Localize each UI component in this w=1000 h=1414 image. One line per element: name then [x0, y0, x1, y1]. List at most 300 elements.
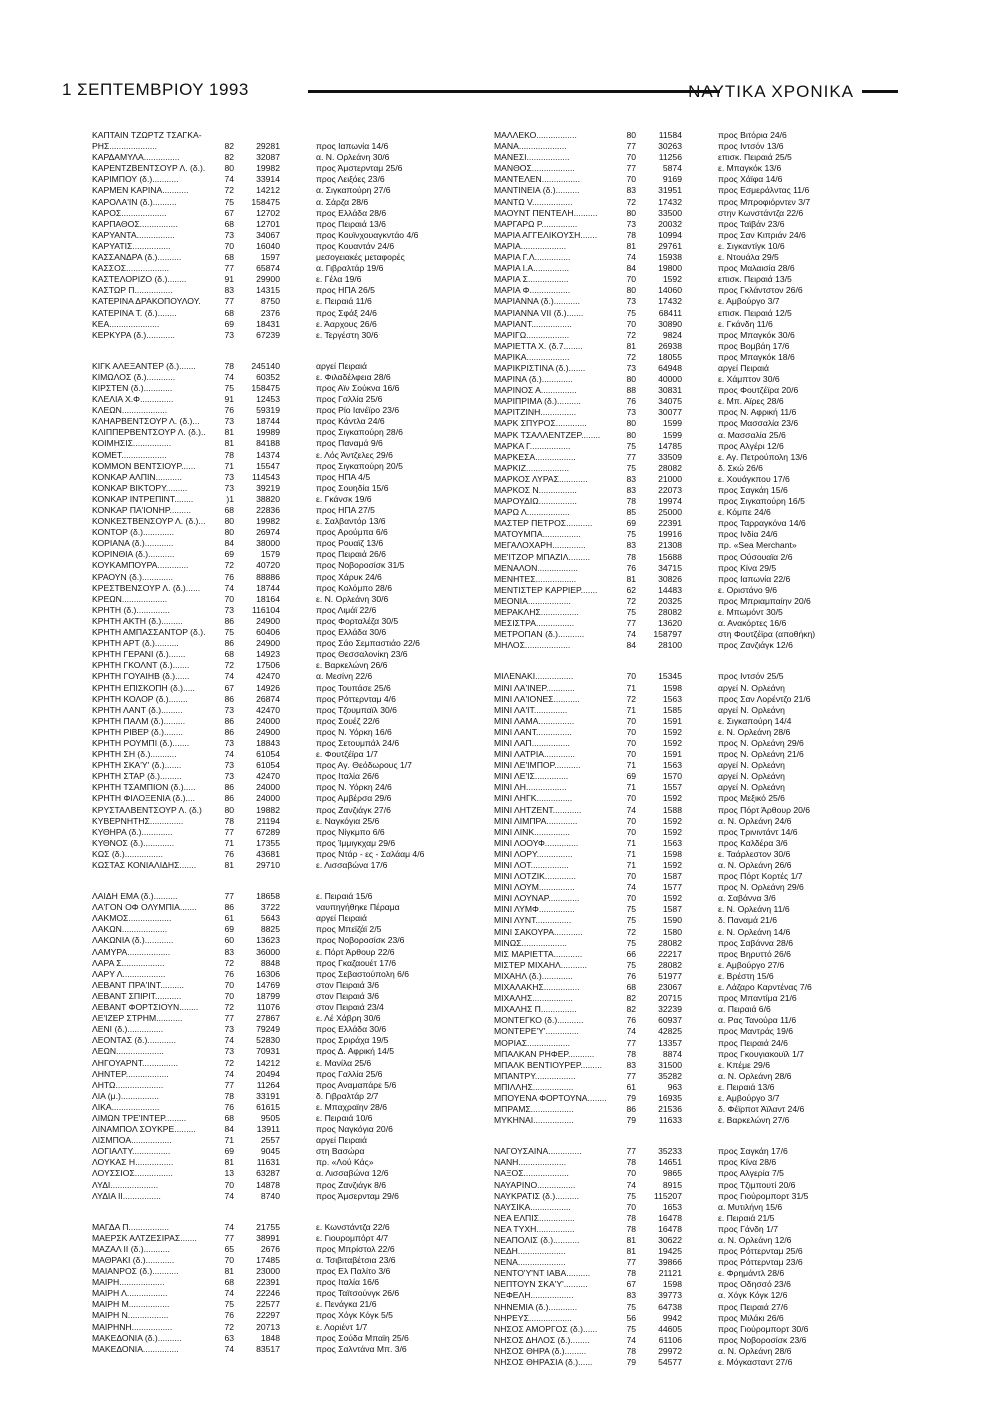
- build-year: 79: [626, 1092, 636, 1103]
- build-year: 70: [626, 152, 636, 163]
- build-year: 75: [626, 462, 636, 473]
- ship-name: ΛΙΚΑ....................: [92, 1101, 160, 1112]
- ship-row: [92, 450, 487, 461]
- build-year: 86: [224, 693, 234, 704]
- ship-row: [92, 1069, 487, 1080]
- status: α. Μυτιλήνη 15/6: [718, 1201, 783, 1212]
- ship-row: [494, 607, 889, 618]
- ship-name: ΝΕΝΤΟ'Υ'ΝΤ ΙΑΒΑ..........: [494, 1268, 591, 1279]
- ship-name: ΝΕΝΑ....................: [494, 1257, 566, 1268]
- build-year: 81: [626, 573, 636, 584]
- ship-name: ΜΑΡΙΑ...................: [494, 240, 567, 251]
- ship-row: [92, 263, 487, 274]
- build-year: 72: [626, 693, 636, 704]
- tonnage: 30831: [658, 385, 682, 396]
- ship-name: ΜΑΙΡΗΝΗ.................: [92, 1321, 173, 1332]
- status: προς Ταϊβάν 23/6: [718, 218, 785, 229]
- tonnage: 11584: [658, 130, 682, 140]
- status: προς Νοβοροσίσκ 23/6: [718, 1334, 807, 1345]
- tonnage: 13623: [256, 935, 280, 946]
- ship-row: [494, 882, 889, 893]
- ship-row: [92, 849, 487, 860]
- tonnage: 17485: [256, 1255, 280, 1265]
- tonnage: 16935: [658, 1092, 682, 1103]
- status: ε. Λάζαρο Καρντένας 7/6: [718, 982, 812, 993]
- status: προς Αρούμπα 6/6: [316, 527, 388, 538]
- ship-name: ΜΑΤΟΥΜΠΑ................: [494, 529, 581, 540]
- ship-row: [92, 505, 487, 516]
- build-year: 76: [224, 405, 234, 416]
- ship-name: ΜΑΡΙΤΖΙΝΗ...............: [494, 407, 577, 418]
- tonnage: 84188: [256, 438, 280, 449]
- build-year: 73: [224, 1024, 234, 1035]
- ship-name: ΚΡΗΤΗ ΠΑΛΜ (δ.).........: [92, 715, 186, 726]
- tonnage: 22073: [658, 485, 682, 495]
- tonnage: 22391: [658, 518, 682, 529]
- tonnage: 1579: [260, 549, 280, 560]
- build-year: 77: [626, 1070, 636, 1081]
- tonnage: 1592: [662, 815, 682, 826]
- build-year: 80: [224, 163, 234, 174]
- ship-name: ΜΑΙΡΗ Λ.................: [92, 1288, 168, 1299]
- ship-name: ΚΛΕΩΝ...................: [92, 405, 168, 416]
- status: ε. Πειραιά 13/6: [718, 1081, 775, 1092]
- ship-name: ΛΗΝΤΕΡ..................: [92, 1068, 169, 1079]
- ship-name: ΜΟΝΤΕΡΕ'Υ'..............: [494, 1026, 579, 1037]
- status: αργεί Πειραιά: [718, 362, 769, 373]
- tonnage: 17432: [658, 296, 682, 307]
- build-year: 73: [626, 218, 636, 229]
- ship-group: [494, 1146, 889, 1368]
- ship-name: ΜΙΝΙ ΛΑΠ................: [494, 737, 570, 748]
- status: ε. Άαρχους 26/6: [316, 318, 377, 329]
- ship-name: ΚΩΣΤΑΣ ΚΟΝΙΑΛΙΔΗΣ.......: [92, 860, 197, 870]
- build-year: 70: [626, 274, 636, 285]
- status: προς Σφάξ 24/6: [316, 307, 377, 318]
- tonnage: 9865: [662, 1168, 682, 1179]
- ship-row: [92, 152, 487, 163]
- build-year: 81: [626, 1235, 636, 1245]
- ship-row: [494, 838, 889, 849]
- tonnage: 36000: [256, 946, 280, 957]
- status: προς Οδησσό 23/6: [718, 1279, 791, 1290]
- status: προς Σουέζ 22/6: [316, 715, 380, 726]
- ship-name: ΜΑΡΙΠΡΙΜΑ (δ.)..........: [494, 396, 581, 407]
- status: α. Σάρζα 28/6: [316, 196, 369, 207]
- tonnage: 14769: [256, 979, 280, 990]
- tonnage: 1590: [662, 915, 682, 926]
- ship-row: [494, 263, 889, 274]
- ship-row: [92, 1046, 487, 1057]
- build-year: 76: [626, 396, 636, 407]
- ship-name: ΜΕΓΑΛΟΧΑΡΗ..............: [494, 540, 586, 551]
- status: προς Μπριαμπαίην 20/6: [718, 595, 811, 606]
- ship-name: ΜΥΚΗΝΑΙ.................: [494, 1115, 574, 1126]
- ship-name: ΝΗΝΕΜΙΑ (δ.)............: [494, 1301, 578, 1312]
- status: ε. Πειραιά 15/6: [316, 891, 373, 902]
- tonnage: 21755: [256, 1221, 280, 1232]
- ship-name: ΜΑΚΕΔΟΝΙΑ...............: [92, 1343, 179, 1354]
- tonnage: 17355: [256, 837, 280, 848]
- tonnage: 18799: [256, 990, 280, 1001]
- ship-name: ΜΑΡΙΓΩ..................: [494, 329, 570, 340]
- tonnage: 18744: [256, 582, 280, 593]
- ship-name: ΛΕΩΝ....................: [92, 1046, 164, 1057]
- ship-name: ΜΙΝΙ ΛΑΝΤ...............: [494, 726, 572, 737]
- ship-row: [92, 285, 487, 296]
- build-year: 83: [224, 946, 234, 957]
- status: αργεί Ν. Ορλεάνη: [718, 704, 785, 715]
- ship-name: ΜΙΧΑΗΛ (δ.).............: [494, 970, 573, 981]
- tonnage: 158475: [251, 196, 280, 207]
- build-year: 83: [626, 485, 636, 495]
- ship-name: ΚΕΑ.....................: [92, 318, 160, 329]
- status: προς Σαγκάη 17/6: [718, 1146, 788, 1157]
- ship-row: [494, 683, 889, 694]
- ship-row: [92, 991, 487, 1002]
- ship-name: ΝΕΔΗ....................: [494, 1246, 566, 1257]
- ship-name: ΜΙΝΙ ΛΗΤΖΕΝΤ............: [494, 804, 582, 815]
- ship-name: ΚΡΗΤΗ (δ.)..............: [92, 604, 170, 615]
- build-year: 73: [224, 704, 234, 715]
- build-year: 76: [626, 970, 636, 981]
- build-year: 86: [224, 902, 234, 913]
- ship-row: [92, 252, 487, 263]
- ship-row: [494, 749, 889, 760]
- ship-name: ΚΕΡΚΥΡΑ (δ.)............: [92, 329, 175, 340]
- build-year: 76: [224, 848, 234, 859]
- build-year: 68: [224, 1277, 234, 1288]
- ship-name: ΚΡΗΤΗ ΤΣΑΜΠΙΟΝ (δ.).....: [92, 782, 196, 793]
- tonnage: 31500: [658, 1059, 682, 1070]
- build-year: 78: [626, 496, 636, 507]
- build-year: 76: [224, 1310, 234, 1321]
- ship-row: [494, 1180, 889, 1191]
- status: ε. Βρέστη 15/6: [718, 970, 774, 981]
- build-year: 80: [626, 130, 636, 140]
- ship-name: ΛΑΙΔΗ ΕΜΑ (δ.)..........: [92, 891, 178, 902]
- build-year: 72: [224, 185, 234, 196]
- build-year: 77: [224, 1013, 234, 1024]
- ship-row: [494, 441, 889, 452]
- ship-row: [494, 252, 889, 263]
- tonnage: 11076: [256, 1002, 280, 1013]
- ship-name: ΚΡΗΤΗ ΑΜΠΑΣΣΑΝΤΟΡ (δ.).: [92, 627, 206, 638]
- status: α. Τσιβιταβέτσια 23/6: [316, 1255, 396, 1265]
- ship-name: ΚΙΓΚ ΑΛΕΞΑΝΤΕΡ (δ.).......: [92, 360, 196, 371]
- status: προς Γκλάντστον 26/6: [718, 285, 803, 296]
- ship-name: ΚΡΗΤΗ ΡΙΒΕΡ (δ.)........: [92, 726, 184, 737]
- ship-name: ΛΙΝΑΜΠΟΛ ΣΟΥΚΡΕ.........: [92, 1124, 196, 1135]
- ship-name: ΚΛΙΠΠΕΡΒΕΝΤΣΟΥΡ Λ. (δ.)..: [92, 427, 206, 438]
- status: προς Ν. Υόρκη 16/6: [316, 726, 392, 737]
- ship-row: [494, 574, 889, 585]
- ship-name: ΜΑΡΚΙΖ..................: [494, 462, 569, 473]
- build-year: 70: [626, 893, 636, 904]
- tonnage: 18164: [256, 593, 280, 604]
- tonnage: 42825: [658, 1026, 682, 1037]
- ship-row: [92, 394, 487, 405]
- ship-row: [92, 416, 487, 427]
- ship-row: [92, 913, 487, 924]
- tonnage: 13911: [256, 1124, 280, 1135]
- tonnage: 28082: [658, 937, 682, 948]
- ship-row: [494, 1082, 889, 1093]
- status: προς Κολόμπο 28/6: [316, 582, 392, 593]
- build-year: 75: [626, 1323, 636, 1334]
- ship-row: [92, 230, 487, 241]
- ship-name: ΛΙΜΩΝ ΤΡΕ'ΙΝΤΕΡ.........: [92, 1112, 187, 1123]
- status: προς Αλγέρι 12/6: [718, 440, 784, 451]
- build-year: 69: [224, 318, 234, 329]
- tonnage: 158797: [653, 629, 682, 640]
- build-year: 82: [626, 1004, 636, 1015]
- status: επισκ. Πειραιά 13/5: [718, 274, 792, 285]
- build-year: 78: [224, 360, 234, 371]
- ship-row: [494, 1335, 889, 1346]
- status: προς Ιντσόν 25/5: [718, 671, 784, 682]
- ship-row: [494, 1235, 889, 1246]
- status: ε. Ναγκόγια 25/6: [316, 815, 380, 826]
- status: προς Μπαντίμα 21/6: [718, 993, 797, 1004]
- build-year: 70: [224, 990, 234, 1001]
- status: ε. Ν. Ορλεάνη 28/6: [718, 726, 791, 737]
- ship-row: [494, 319, 889, 330]
- ship-name: ΜΙΝΙ ΛΥΜΦ...............: [494, 904, 575, 915]
- ship-name: ΚΑΡΠΑΘΟΣ................: [92, 218, 178, 229]
- status: προς Νοβοροσίσκ 23/6: [316, 935, 405, 946]
- ship-row: [494, 418, 889, 429]
- status: επισκ. Πειραιά 25/5: [718, 152, 792, 163]
- tonnage: 14878: [256, 1179, 280, 1190]
- build-year: 80: [224, 516, 234, 527]
- status: προς Σαν Κιπριάν 24/6: [718, 229, 806, 240]
- ship-group: [92, 891, 487, 1202]
- tonnage: 34075: [658, 396, 682, 407]
- ship-row: [494, 1146, 889, 1157]
- ship-name: ΜΑΝΤΕΛΕΝ................: [494, 174, 580, 185]
- ship-row: [92, 1310, 487, 1321]
- ship-row: [494, 285, 889, 296]
- build-year: 73: [626, 362, 636, 373]
- tonnage: 14212: [256, 185, 280, 196]
- status: ναυπηγήθηκε Πέραμα: [316, 902, 400, 913]
- ship-row: [92, 274, 487, 285]
- ship-row: [92, 1102, 487, 1113]
- ship-row: [92, 1035, 487, 1046]
- build-year: 77: [626, 1257, 636, 1268]
- ship-name: ΚΙΡΣΤΕΝ (δ.)............: [92, 382, 173, 393]
- build-year: 75: [224, 1299, 234, 1310]
- ship-name: ΝΗΣΟΣ ΔΗΛΟΣ (δ.)........: [494, 1334, 590, 1345]
- status: στον Πειραιά 3/6: [316, 990, 380, 1001]
- ship-row: [494, 816, 889, 827]
- ship-name: ΜΙΛΕΝΑΚΙ................: [494, 671, 574, 682]
- tonnage: 30622: [658, 1235, 682, 1245]
- ship-group: [494, 130, 889, 651]
- ship-row: [494, 430, 889, 441]
- tonnage: 65874: [256, 263, 280, 274]
- status: α. Ν. Ορλεάνη 12/6: [718, 1235, 792, 1245]
- tonnage: 14926: [256, 682, 280, 693]
- status: προς Πόρτ Άρθουρ 20/6: [718, 804, 811, 815]
- build-year: 77: [626, 618, 636, 629]
- build-year: 70: [626, 318, 636, 329]
- build-year: 74: [224, 371, 234, 382]
- ship-name: ΚΟΝΚΕΣΤΒΕΝΣΟΥΡ Λ. (δ.)...: [92, 516, 206, 527]
- status: αργεί Ν. Ορλεάνη: [718, 682, 785, 693]
- ship-row: [494, 1015, 889, 1026]
- build-year: 75: [224, 382, 234, 393]
- status: προς Πειραιά 24/6: [718, 1037, 788, 1048]
- ship-row: [494, 727, 889, 738]
- tonnage: 79249: [256, 1024, 280, 1035]
- build-year: 56: [626, 1312, 636, 1323]
- ship-name: ΜΙΝΙ ΛΙΜΠΡΑ.............: [494, 815, 578, 826]
- ship-name: ΛΕΟΝΤΑΣ (δ.)............: [92, 1035, 176, 1046]
- ship-name: ΝΗΣΟΣ ΘΗΡΑ (δ.).........: [494, 1345, 587, 1356]
- ship-row: [92, 860, 487, 871]
- tonnage: 1599: [662, 429, 682, 440]
- ship-row: [92, 197, 487, 208]
- build-year: 68: [224, 649, 234, 660]
- build-year: 81: [626, 340, 636, 351]
- ship-name: ΛΑΚΩΝΙΑ (δ.)............: [92, 935, 174, 946]
- tonnage: 12453: [256, 394, 280, 405]
- status: ε. Πόρτ Άρθουρ 22/6: [316, 946, 395, 957]
- ship-row: [92, 1299, 487, 1310]
- ship-name: ΚΟΜΜΟΝ ΒΕΝΤΣΙΟΥΡ......: [92, 460, 196, 471]
- ship-row: [92, 738, 487, 749]
- ship-name: ΝΑΥΚΡΑΤΙΣ (δ.)..........: [494, 1190, 580, 1201]
- status: προς Νίγκμπο 6/6: [316, 826, 385, 837]
- status: προς Μασσαλία 23/6: [718, 418, 799, 429]
- tonnage: 19982: [256, 516, 280, 527]
- ship-name: ΝΑΥΣΙΚΑ.................: [494, 1201, 571, 1212]
- status: αργεί Πειραιά: [316, 1135, 367, 1146]
- ship-row: [494, 374, 889, 385]
- status: ε. Σιγκαπούρη 14/4: [718, 715, 792, 726]
- tonnage: 22836: [256, 505, 280, 515]
- tonnage: 1598: [662, 1279, 682, 1290]
- tonnage: 67289: [256, 826, 280, 837]
- build-year: 62: [626, 584, 636, 595]
- tonnage: 14315: [256, 285, 280, 296]
- status: ε. Μανίλα 25/6: [316, 1057, 372, 1068]
- ship-row: [494, 1038, 889, 1049]
- ship-row: [494, 563, 889, 574]
- ship-name: ΜΙΝΙ ΛΟΥΜ...............: [494, 882, 575, 893]
- ship-row: [494, 1191, 889, 1202]
- build-year: 13: [224, 1168, 234, 1179]
- ship-row: [92, 1024, 487, 1035]
- ship-name: ΜΙΝΙ ΛΕ'ΙΜΠΟΡ...........: [494, 760, 581, 771]
- tonnage: 5643: [260, 913, 280, 924]
- ship-name: ΚΟΡΙΑΝΑ (δ.)............: [92, 538, 174, 549]
- ship-name: ΜΑΡΚΟΣ Ν................: [494, 485, 577, 495]
- status: προς Γιούρομπορτ 30/6: [718, 1323, 809, 1334]
- ship-row: [494, 330, 889, 341]
- tonnage: 26974: [256, 527, 280, 538]
- ship-row: [92, 1333, 487, 1344]
- status: προς Γκαζαουέτ 17/6: [316, 957, 397, 968]
- status: προς Ζανζιάγκ 27/6: [316, 804, 391, 815]
- tonnage: 18658: [256, 891, 280, 902]
- tonnage: 1592: [662, 793, 682, 804]
- build-year: 72: [224, 957, 234, 968]
- ship-group: [92, 361, 487, 871]
- ship-name: ΜΑΝΑ....................: [494, 141, 567, 152]
- status: προς Σάο Σεμπαστιάο 22/6: [316, 638, 420, 649]
- status: α. Ανακόρτες 16/6: [718, 618, 787, 629]
- tonnage: 21194: [256, 815, 280, 826]
- ship-name: ΚΟΡΙΝΘΙΑ (δ.)...........: [92, 549, 175, 560]
- ship-row: [92, 760, 487, 771]
- tonnage: 2376: [260, 307, 280, 318]
- ship-name: ΜΑΡΙΑΝΤ.................: [494, 318, 572, 329]
- build-year: 77: [626, 163, 636, 174]
- status: προς Μιλάκι 26/6: [718, 1312, 784, 1323]
- ship-name: ΜΟΡΙΑΣ..................: [494, 1037, 570, 1048]
- build-year: 82: [626, 993, 636, 1004]
- ship-name: ΛΑΚΩΝ...................: [92, 924, 168, 935]
- tonnage: 29972: [658, 1345, 682, 1356]
- ship-row: [494, 474, 889, 485]
- ship-name: ΚΩΣ (δ.)................: [92, 848, 163, 859]
- build-year: 71: [224, 1135, 234, 1146]
- tonnage: 68411: [658, 307, 682, 318]
- build-year: 67: [224, 682, 234, 693]
- tonnage: 18055: [658, 351, 682, 362]
- ship-name: ΜΙΝΙ ΛΑΤΡΙΑ.............: [494, 749, 576, 760]
- build-year: 75: [626, 529, 636, 540]
- status: ε. Ν. Ορλεάνη 30/6: [316, 593, 389, 604]
- build-year: 78: [224, 815, 234, 826]
- status: προς Ρίο Ιανέϊρο 23/6: [316, 405, 400, 416]
- tonnage: 21308: [658, 540, 682, 551]
- ship-name: ΚΑΣΣΑΝΔΡΑ (δ.)..........: [92, 252, 182, 263]
- build-year: 73: [224, 482, 234, 493]
- tonnage: 40720: [256, 560, 280, 571]
- tonnage: 1563: [662, 693, 682, 704]
- build-year: 73: [626, 296, 636, 307]
- ship-row: [494, 496, 889, 507]
- status: προς Ν. Ορλεάνη 29/6: [718, 737, 804, 748]
- tonnage: 8848: [260, 957, 280, 968]
- tonnage: 11631: [256, 1157, 280, 1168]
- ship-name: ΚΑΡΕΝΤΖΒΕΝΤΣΟΥΡ Λ. (δ.).: [92, 163, 206, 174]
- ship-row: [92, 185, 487, 196]
- tonnage: 1588: [662, 804, 682, 815]
- ship-row: [494, 552, 889, 563]
- tonnage: 23067: [658, 982, 682, 993]
- build-year: 77: [224, 1079, 234, 1090]
- status: ε. Γέλα 19/6: [316, 274, 362, 285]
- status: προς Ινδία 24/6: [718, 529, 778, 540]
- status: ε. Φουτζέϊρα 1/7: [316, 749, 378, 760]
- build-year: 75: [626, 1301, 636, 1312]
- tonnage: 29900: [256, 274, 280, 285]
- ship-row: [494, 927, 889, 938]
- build-year: 78: [626, 551, 636, 562]
- tonnage: 39219: [256, 482, 280, 493]
- ship-name: ΜΑΡΙΚΑ..................: [494, 351, 570, 362]
- status: προς Δ. Αφρική 14/5: [316, 1046, 394, 1057]
- ship-row: [92, 1322, 487, 1333]
- build-year: 86: [626, 1104, 636, 1115]
- ship-row: [92, 727, 487, 738]
- ship-row: [92, 924, 487, 935]
